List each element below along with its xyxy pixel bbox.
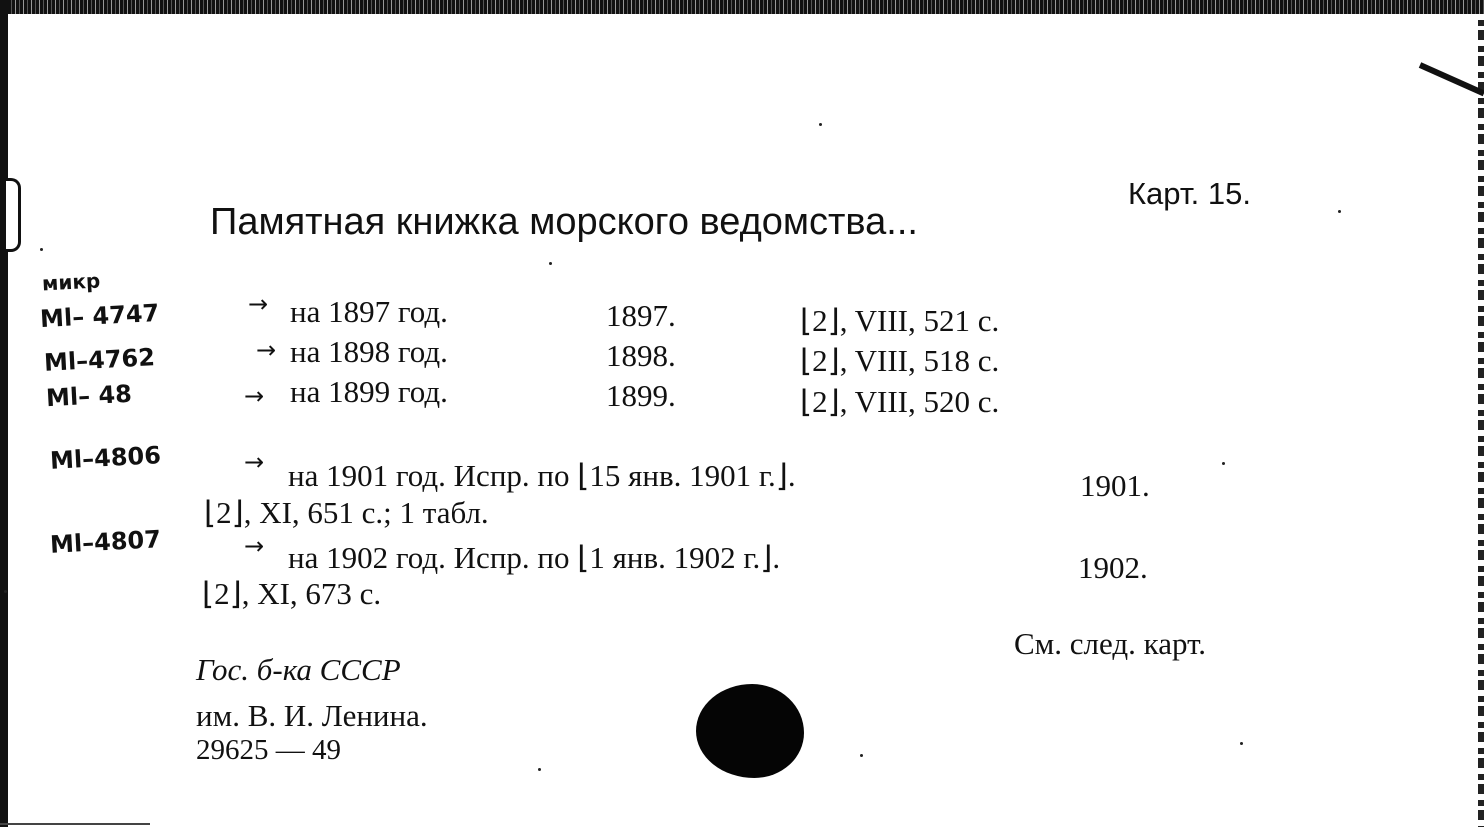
entry-1901-line1: на 1901 год. Испр. по ⌊15 янв. 1901 г.⌋. [288,458,796,493]
shelfmark-1898: Ml–4762 [43,343,156,377]
library-line2: им. В. И. Ленина. [196,698,428,733]
arrow-1901: → [244,448,265,476]
corner-mark [1419,62,1484,96]
shelfmark-1901: Ml–4806 [49,441,162,475]
entry-year: 1897. [606,298,676,333]
card-number: Карт. 15. [1128,176,1251,211]
entry-extent: ⌊2⌋, VIII, 521 с. [800,303,1000,338]
speck [1222,462,1225,465]
entry-year: 1899. [606,378,676,413]
entry-1902-line2: ⌊2⌋, XI, 673 с. [202,576,382,611]
entry-1901-line2: ⌊2⌋, XI, 651 с.; 1 табл. [204,495,489,530]
handwritten-header: микр [41,268,101,296]
speck [819,123,822,126]
entry-extent: ⌊2⌋, VIII, 518 с. [800,343,1000,378]
arrow-1902: → [244,532,265,560]
entry-title: на 1899 год. [290,374,448,409]
card-punch-hole [6,178,21,252]
shelfmark-1902: Ml–4807 [49,525,162,559]
arrow-1899: → [244,382,265,410]
entry-title: на 1897 год. [290,294,448,329]
arrow-1897: → [248,290,269,318]
library-line3: 29625 — 49 [196,734,341,766]
speck [1240,742,1243,745]
entry-1901-year: 1901. [1080,468,1150,503]
speck [1338,210,1341,213]
speck [538,768,541,771]
speck [860,754,863,757]
speck [4,590,7,593]
entry-year: 1898. [606,338,676,373]
entry-extent: ⌊2⌋, VIII, 520 с. [800,384,1000,419]
speck [40,248,43,251]
entry-1902-line1: на 1902 год. Испр. по ⌊1 янв. 1902 г.⌋. [288,540,781,575]
library-line1: Гос. б-ка СССР [196,652,401,687]
card-title: Памятная книжка морского ведомства... [210,201,918,243]
shelfmark-1897: Ml– 4747 [39,298,160,334]
ink-blot [696,684,804,778]
see-next-card: См. след. карт. [1014,626,1207,661]
speck [549,262,552,265]
entry-title: на 1898 год. [290,334,448,369]
scan-left-edge [0,0,8,827]
arrow-1898: → [256,336,277,364]
scan-top-edge [0,0,1484,14]
scan-right-edge [1478,20,1484,827]
entry-1902-year: 1902. [1078,550,1148,585]
shelfmark-1899: Ml– 48 [45,379,133,413]
scan-bottom-mark [0,823,150,825]
